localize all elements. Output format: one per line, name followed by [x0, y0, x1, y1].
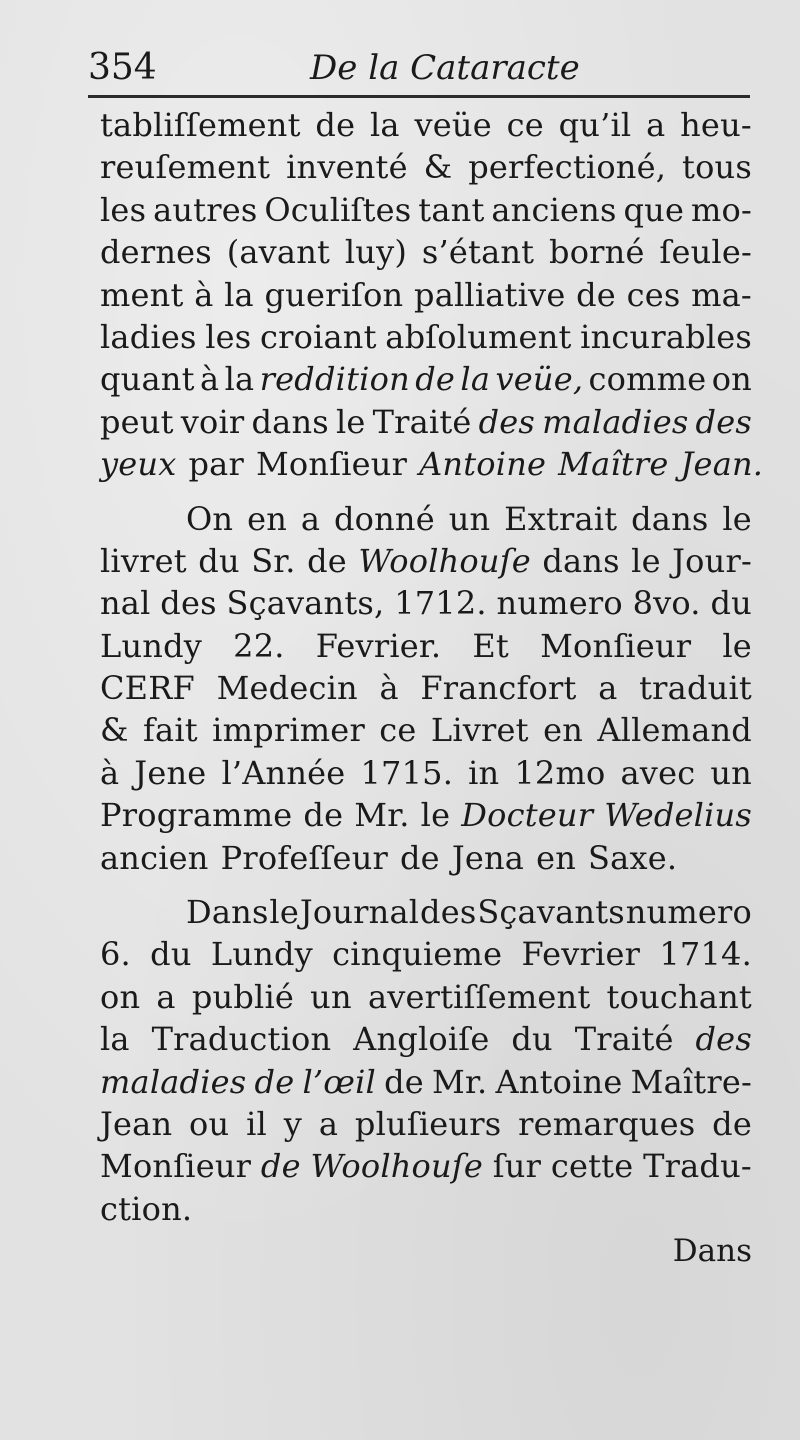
word: cette [550, 1147, 634, 1186]
word: en [247, 499, 288, 538]
text-line [100, 891, 752, 933]
word: Et [472, 626, 509, 665]
running-head: De la Cataracte [310, 48, 580, 88]
word: (avant [226, 233, 331, 272]
word: perfectioné, [468, 148, 667, 187]
word: des [420, 893, 477, 932]
text-line [100, 837, 752, 879]
text-line [100, 1018, 752, 1060]
text-line [100, 1188, 752, 1230]
word: Traduction [151, 1020, 332, 1059]
word: ce [506, 106, 544, 144]
word: Oculiſtes [264, 190, 412, 229]
text-line [100, 1103, 752, 1145]
word: la [224, 275, 254, 314]
text-line [100, 1145, 752, 1187]
word: de [315, 106, 356, 144]
word: ladies [100, 317, 197, 356]
word: ma- [691, 275, 752, 314]
word: fait [143, 711, 198, 750]
word: de [307, 541, 347, 580]
word: un [710, 753, 752, 792]
text-line [100, 667, 752, 709]
word: ction. [100, 1189, 193, 1228]
text-line [100, 231, 752, 273]
word: Extrait [504, 499, 618, 538]
word: Monſieur [540, 626, 692, 665]
word: remarques [518, 1104, 696, 1143]
word: dans [542, 541, 620, 580]
word: veüe [414, 106, 492, 144]
word: Programme [100, 796, 293, 835]
page-header [88, 40, 748, 98]
word: du [511, 1020, 553, 1059]
word: tant [418, 190, 485, 229]
word: du [710, 584, 752, 623]
word: cinquieme [332, 935, 503, 974]
word: Jean [100, 1104, 173, 1143]
word: voir [180, 402, 245, 441]
word: Fevrier [521, 935, 641, 974]
text-line [100, 443, 764, 485]
text-line [100, 752, 752, 794]
text-line [100, 1061, 752, 1103]
paragraph [100, 498, 752, 880]
word: de [303, 796, 344, 835]
word: le [722, 626, 752, 665]
word: l’œil [302, 1062, 376, 1101]
word: 1715. [360, 753, 454, 792]
word: ces [626, 275, 681, 314]
word: s’étant [421, 233, 535, 272]
word: de [712, 1104, 752, 1143]
word: Saxe. [588, 838, 678, 877]
word: palliative [414, 275, 566, 314]
word: Antoine [495, 1062, 623, 1101]
text-line [100, 358, 752, 400]
text-line [100, 401, 752, 443]
word: Maître- [630, 1062, 752, 1101]
word: Dans [186, 893, 269, 932]
word: heu- [680, 106, 752, 144]
word: a [300, 499, 321, 538]
text-line [100, 189, 752, 231]
text-line [100, 625, 752, 667]
word: nal [100, 584, 151, 623]
word: quant [100, 360, 195, 399]
text-line [100, 933, 752, 975]
word: les [100, 190, 147, 229]
word: par [188, 445, 244, 484]
word: comme [588, 360, 707, 399]
word: Mr. [432, 1062, 488, 1101]
body-text [100, 104, 764, 1272]
word: touchant [606, 977, 752, 1016]
word: Journal [299, 893, 420, 932]
word: a [598, 669, 618, 708]
page-number: 354 [88, 47, 157, 88]
header-rule [88, 95, 750, 98]
word: reuſement [100, 148, 271, 187]
word: tous [682, 148, 752, 187]
word: Jean. [680, 445, 764, 484]
word: 1714. [659, 935, 752, 974]
word: numero [625, 893, 752, 932]
word: 1712. [394, 584, 487, 623]
text-line [100, 540, 752, 582]
word: maladies [100, 1062, 247, 1101]
word: Lundy [100, 626, 203, 665]
word: on [100, 977, 141, 1016]
word: ſeule- [659, 233, 752, 272]
word: numero [496, 584, 623, 623]
word: des [695, 402, 752, 441]
word: Sr. [251, 541, 296, 580]
word: Sçavants, [226, 584, 385, 623]
word: ou [189, 1104, 230, 1143]
word: livret [100, 541, 187, 580]
word: Jena [451, 838, 525, 877]
word: Woolhouſe [358, 541, 531, 580]
word: Antoine [419, 445, 547, 484]
word: les [205, 317, 252, 356]
word: y [283, 1104, 303, 1143]
word: yeux [100, 445, 177, 484]
word: borné [549, 233, 645, 272]
word: pluſieurs [354, 1104, 502, 1143]
word: Sçavants [477, 893, 625, 932]
word: publié [191, 977, 295, 1016]
word: de [260, 1147, 301, 1186]
word: Allemand [597, 711, 752, 750]
word: que [623, 190, 685, 229]
word: imprimer [212, 711, 365, 750]
word: la [100, 1020, 130, 1059]
word: de [415, 360, 456, 399]
word: en [536, 838, 577, 877]
word: a [156, 977, 176, 1016]
word: peut [100, 402, 174, 441]
word: gueriſon [264, 275, 404, 314]
word: à [100, 753, 120, 792]
word: le [631, 541, 661, 580]
word: Profeſſeur [220, 838, 388, 877]
word: Medecin [216, 669, 358, 708]
word: croiant [260, 317, 377, 356]
word: avec [620, 753, 696, 792]
word: en [543, 711, 584, 750]
word: le [335, 402, 366, 441]
paragraph-gap [100, 486, 752, 498]
word: tabliſſement [100, 106, 301, 144]
word: On [186, 499, 234, 538]
word: qu’il [558, 106, 632, 144]
word: Angloiſe [353, 1020, 490, 1059]
paragraph [100, 891, 752, 1230]
word: CERF [100, 669, 195, 708]
text-line [100, 316, 752, 358]
word: Francfort [420, 669, 577, 708]
word: Monſieur [255, 445, 408, 484]
word: in [468, 753, 500, 792]
word: du [198, 541, 240, 580]
catchword-row [100, 1230, 752, 1272]
text-line [100, 146, 752, 188]
word: 8vo. [632, 584, 701, 623]
word: le [269, 893, 299, 932]
text-line [100, 709, 752, 751]
word: luy) [344, 233, 408, 272]
text-line [100, 794, 752, 836]
text-line [100, 104, 752, 146]
word: abſolument [385, 317, 572, 356]
word: des [160, 584, 217, 623]
word: veüe, [495, 360, 584, 399]
word: a [646, 106, 666, 144]
word: de [254, 1062, 295, 1101]
word: incurables [580, 317, 752, 356]
paragraph-gap [100, 879, 752, 891]
paragraph [100, 104, 764, 486]
word: Wedelius [604, 796, 752, 835]
word: inventé [286, 148, 408, 187]
word: maladies [542, 402, 689, 441]
word: autres [153, 190, 258, 229]
word: Jene [134, 753, 207, 792]
word: avertiſſement [367, 977, 591, 1016]
word: & [100, 711, 129, 750]
word: Fevrier. [315, 626, 442, 665]
word: il [246, 1104, 267, 1143]
word: traduit [639, 669, 752, 708]
word: Woolhouſe [310, 1147, 484, 1186]
word: à [379, 669, 399, 708]
text-line [100, 976, 752, 1018]
word: dans [631, 499, 709, 538]
word: 6. [100, 935, 131, 974]
word: l’Année [221, 753, 346, 792]
word: Docteur [461, 796, 594, 835]
word: de [576, 275, 616, 314]
word: de [400, 838, 440, 877]
word: 12mo [514, 753, 606, 792]
word: ancien [100, 838, 209, 877]
word: la [224, 360, 255, 399]
word: le [722, 499, 752, 538]
word: Maître [558, 445, 669, 484]
word: ment [100, 275, 184, 314]
word: Livret [430, 711, 529, 750]
word: on [711, 360, 752, 399]
word: dernes [100, 233, 212, 272]
word: Tradu- [643, 1147, 752, 1186]
word: du [150, 935, 192, 974]
text-line [100, 274, 752, 316]
word: ce [379, 711, 417, 750]
word: ſur [492, 1147, 542, 1186]
word: la [460, 360, 491, 399]
word: un [448, 499, 491, 538]
word: anciens [491, 190, 617, 229]
word: des [478, 402, 536, 441]
word: reddition [259, 360, 410, 399]
catchword: Dans [672, 1233, 752, 1270]
word: a [318, 1104, 339, 1143]
word: dans [251, 402, 329, 441]
word: la [370, 106, 400, 144]
word: un [310, 977, 352, 1016]
word: à [194, 275, 214, 314]
word: à [199, 360, 220, 399]
text-line [100, 498, 752, 540]
word: 22. [233, 626, 285, 665]
word: mo- [690, 190, 752, 229]
word: Jour- [672, 541, 752, 580]
word: le [420, 796, 451, 835]
text-line [100, 582, 752, 624]
word: Lundy [210, 935, 313, 974]
word: Traité [372, 402, 472, 441]
word: Traité [574, 1020, 674, 1059]
word: Monſieur [100, 1147, 252, 1186]
word: & [423, 148, 453, 187]
word: des [695, 1020, 752, 1059]
word: Mr. [354, 796, 410, 835]
word: de [384, 1062, 424, 1101]
word: donné [333, 499, 435, 538]
